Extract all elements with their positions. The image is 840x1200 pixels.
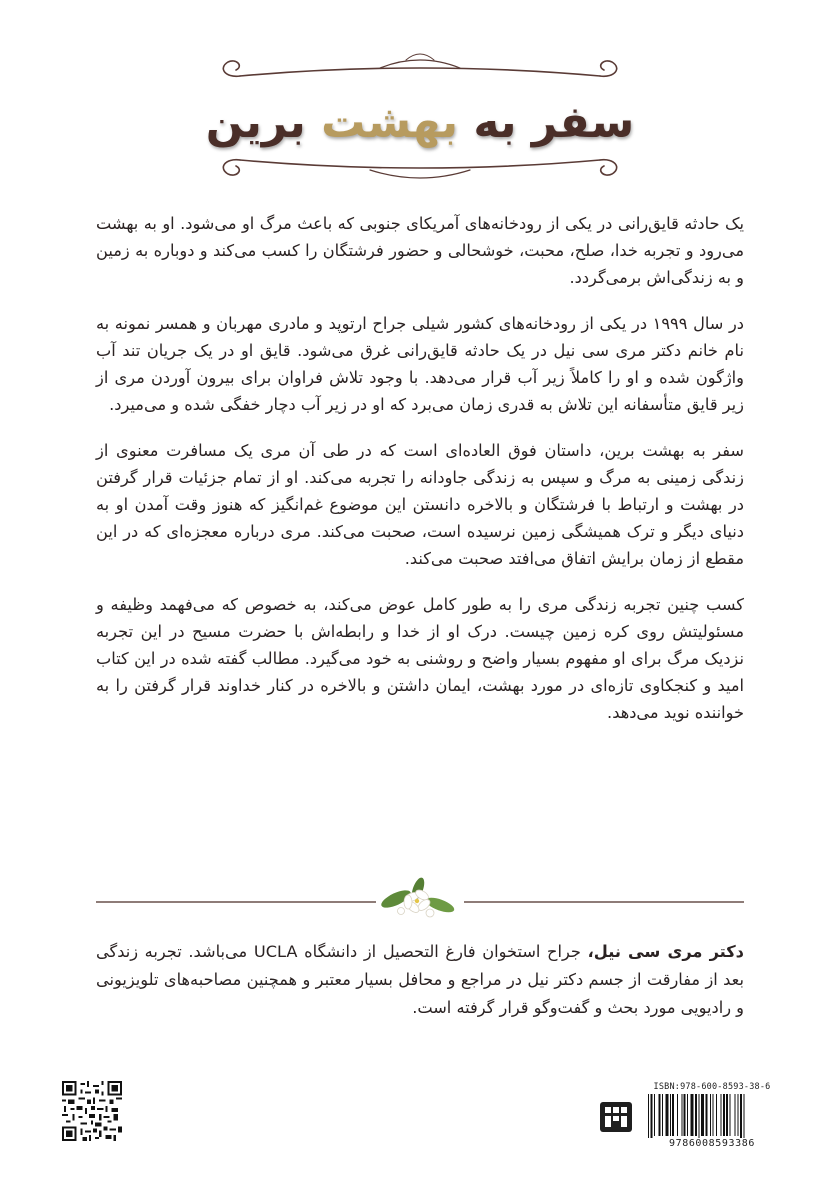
- barcode-bar: [658, 1094, 660, 1136]
- barcode-bar: [699, 1094, 700, 1140]
- barcode-bar: [684, 1094, 686, 1136]
- synopsis: [96, 210, 744, 745]
- barcode-bar: [695, 1094, 697, 1136]
- barcode-bar: [701, 1094, 704, 1136]
- barcode-bar: [734, 1094, 735, 1136]
- synopsis-paragraph-1: یک حادثه قایق‌رانی در یکی از رودخانه‌های آمریکای جنوبی که باعث مرگ او می‌شود. او به بهشت می‌رود و تجربه خدا، صلح، محبت، خوشحالی و حضور فرشتگان را کسب می‌کند و دوباره به زمین و به زندگی‌اش برمی‌گردد.: [96, 214, 744, 287]
- barcode-bar: [723, 1094, 725, 1136]
- title-part-2: برین: [205, 97, 306, 148]
- barcode-bar: [662, 1094, 663, 1136]
- barcode-number: 9786008593386: [640, 1138, 784, 1149]
- barcode-bar: [743, 1094, 744, 1140]
- title-highlight: بهشت: [321, 97, 459, 148]
- barcode-bar: [716, 1094, 717, 1136]
- barcode-bar: [665, 1094, 668, 1136]
- book-title: [170, 88, 670, 158]
- barcode-bar: [712, 1094, 713, 1136]
- publisher-logo: [596, 1098, 636, 1150]
- barcode-bar: [648, 1094, 649, 1140]
- barcode-bar: [706, 1094, 708, 1136]
- publisher-logo-icon: [596, 1098, 636, 1150]
- author-description: جراح استخوان فارغ التحصیل از دانشگاه UCLA می‌باشد. تجربه زندگی بعد از مفارقت از جسم دکتر نیل در مراجع و محافل بسیار معتبر و همچنین مصاحبه‌های تلویزیونی و رادیویی مورد بحث و گفت‌وگو قرار گرفته است.: [96, 942, 744, 1017]
- barcode-bar: [681, 1094, 682, 1136]
- barcode-bar: [720, 1094, 721, 1136]
- barcode-bar: [650, 1094, 652, 1140]
- barcode-bar: [710, 1094, 711, 1136]
- author-bio: [96, 938, 744, 1022]
- synopsis-paragraph-4: کسب چنین تجربه زندگی مری را به طور کامل عوض می‌کند، به خصوص که می‌فهمد وظیفه و مسئولیتش روی کره زمین چیست. درک او از خدا و رابطه‌اش با حضرت مسیح در این تجربه نزدیک مرگ برای او مفهوم بسیار واضح و روشنی به خود می‌گیرد. مطالب گفته شده در این کتاب امید و کنجکاوی تازه‌ای در مورد بهشت، ایمان داشتن و بالاخره در کنار خداوند قرار گرفتن را به خواننده نوید می‌دهد.: [96, 595, 744, 722]
- synopsis-paragraph-2: در سال ۱۹۹۹ در یکی از رودخانه‌های کشور شیلی جراح ارتوپد و مادری مهربان و همسر نمونه به نام خانم دکتر مری سی نیل در یک حادثه قایق‌رانی غرق می‌شود. قایق او در یک جریان تند آب واژگون شده و او را کاملاً زیر آب قرار می‌دهد. با وجود تلاش فراوان برای بیرون آوردن مری از زیر قایق متأسفانه این تلاش به قدری زمان می‌برد که او در زیر آب دچار خفگی شده و می‌میرد.: [96, 314, 744, 414]
- author-name: دکتر مری سی نیل،: [587, 942, 744, 961]
- qr-code-icon: [62, 1080, 122, 1142]
- title-part-1: سفر به: [473, 97, 635, 148]
- barcode-bar: [672, 1094, 674, 1136]
- barcode-bar: [740, 1094, 742, 1140]
- barcode-bar: [730, 1094, 731, 1136]
- isbn-text: ISBN:978-600-8593-38-6: [653, 1082, 771, 1092]
- barcode-bar: [691, 1094, 694, 1136]
- flower-divider: [96, 875, 744, 929]
- barcode-bar: [677, 1094, 678, 1136]
- barcode-bar: [687, 1094, 688, 1136]
- synopsis-paragraph-3: سفر به بهشت برین، داستان فوق العاده‌ای است که در طی آن مری یک مسافرت معنوی از زندگی زمینی به مرگ و سپس به زندگی جاودانه را تجربه می‌کند. او از تمام جزئیات قرار گرفتن در بهشت و ارتباط با فرشتگان و بالاخره دانستن این موضوع غم‌انگیز که هنوز وقت آمدن او به دنیای دیگر و ترک همیشگی زمین نرسیده است، صحبت می‌کند. مری درباره معجزه‌ای که در این مقطع از زمان برایش اتفاق می‌افتد صحبت می‌کند.: [96, 441, 744, 568]
- barcode-bar: [726, 1094, 728, 1136]
- barcode-bar: [670, 1094, 671, 1136]
- jasmine-flower-icon: [379, 876, 456, 917]
- barcode-bar: [738, 1094, 739, 1136]
- barcode-bar: [654, 1094, 655, 1136]
